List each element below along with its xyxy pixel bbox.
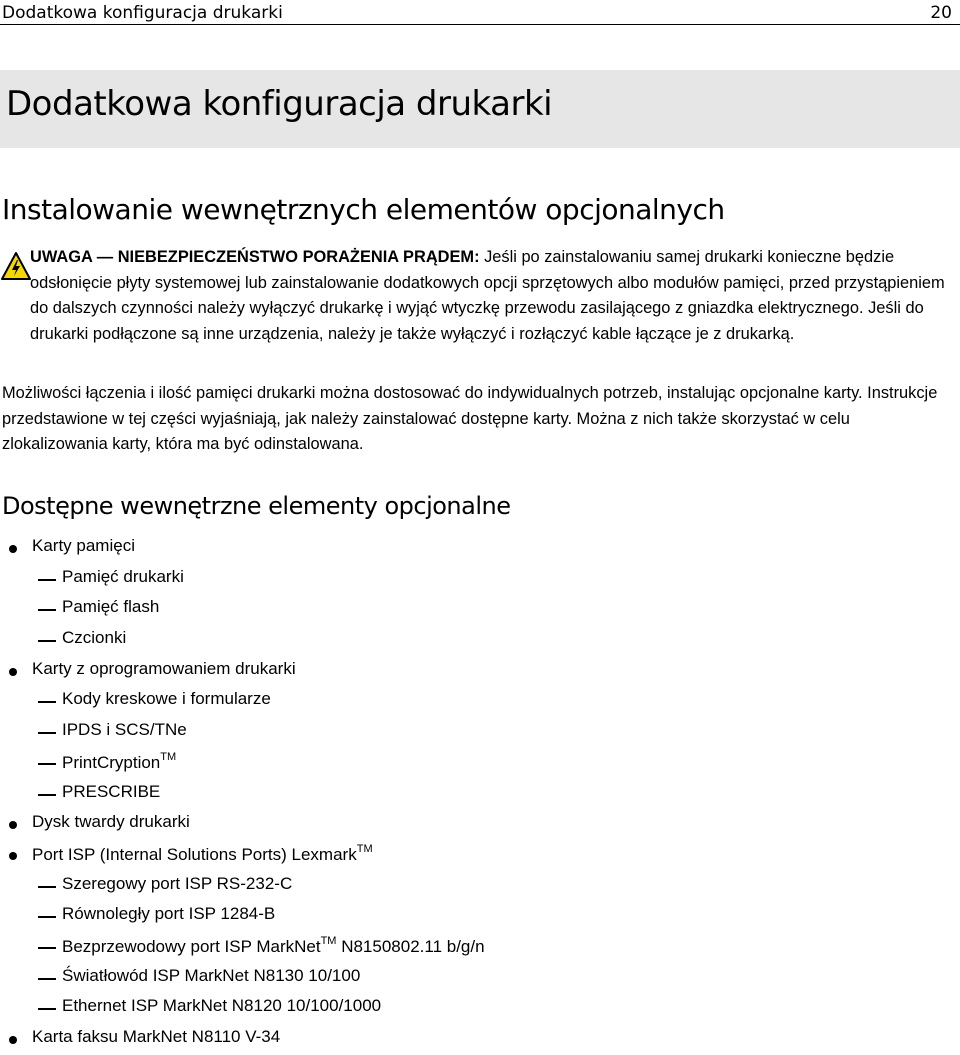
sub-list-item <box>0 594 960 625</box>
trademark-mark: TM <box>356 842 373 855</box>
list-item-text <box>62 935 485 957</box>
sub-list-item <box>0 901 960 932</box>
list-item-label: Karta faksu MarkNet N8110 V-34 <box>32 1027 281 1046</box>
list-item-label: PRESCRIBE <box>62 781 161 801</box>
sub-list-item <box>0 717 960 748</box>
dash-icon <box>38 732 56 734</box>
list-item-text <box>32 1027 280 1047</box>
sub-list-item <box>0 686 960 717</box>
list-item-text <box>62 720 187 740</box>
warning-electric-shock-icon <box>0 251 32 281</box>
list-item-label: IPDS i SCS/TNe <box>62 720 187 740</box>
list-item-label: Ethernet ISP MarkNet N8120 10/100/1000 <box>62 996 382 1016</box>
dash-icon <box>38 916 56 918</box>
dash-icon <box>38 640 56 642</box>
sub-list-item <box>0 963 960 994</box>
list-item-text <box>62 751 176 773</box>
dash-icon <box>38 701 56 703</box>
dash-icon <box>38 1008 56 1010</box>
warning-text <box>30 245 960 347</box>
dash-icon <box>38 947 56 949</box>
sub-list-item <box>0 993 960 1024</box>
list-item-label: Karty z oprogramowaniem drukarki <box>32 658 296 678</box>
list-item-text <box>32 812 190 832</box>
sub-list-item <box>0 932 960 963</box>
sub-list-item <box>0 564 960 595</box>
list-item-label: Równoległy port ISP 1284-B <box>62 904 276 924</box>
dash-icon <box>38 886 56 888</box>
trademark-mark: TM <box>320 934 337 947</box>
trademark-mark: TM <box>160 750 177 763</box>
sub-list-item <box>0 625 960 656</box>
dash-icon <box>38 794 56 796</box>
warning-label: UWAGA — NIEBEZPIECZEŃSTWO PORAŻENIA PRĄDEM: <box>30 248 480 266</box>
header-title: Dodatkowa konfiguracja drukarki <box>2 3 283 23</box>
sub-list-item <box>0 871 960 902</box>
list-item-text <box>62 689 271 709</box>
list-item-label: Karty pamięci <box>32 536 135 555</box>
sub-list-item <box>0 779 960 810</box>
dash-icon <box>38 978 56 980</box>
sub-list-item <box>0 748 960 779</box>
section-heading-install: Instalowanie wewnętrznych elementów opcjonalnych <box>2 193 725 226</box>
section-heading-options: Dostępne wewnętrzne elementy opcjonalne <box>2 492 511 520</box>
warning-body: Jeśli po zainstalowaniu samej drukarki konieczne będzie odsłonięcie płyty systemowej lub zainstalowanie dodatkowych opcji sprzętowych albo modułów pamięci, przed przystąpieniem do dalszych czynności należy wyłączyć drukarkę i wyjąć wtyczkę przewodu zasilającego z gniazdka elektrycznego. Jeśli do drukarki podłączone są inne urządzenia, należy je także wyłączyć i rozłączyć kable łączące je z drukarką. <box>30 248 945 343</box>
list-item <box>0 809 960 840</box>
page-title: Dodatkowa konfiguracja drukarki <box>6 84 553 124</box>
list-item <box>0 656 960 687</box>
dash-icon <box>38 579 56 581</box>
header-rule <box>0 24 960 25</box>
title-band <box>0 70 960 148</box>
dash-icon <box>38 609 56 611</box>
warning-block <box>0 245 960 347</box>
list-item-label: Szeregowy port ISP RS-232-C <box>62 873 293 893</box>
list-item-label: PrintCryption <box>62 752 161 772</box>
bullet-icon <box>9 852 17 860</box>
list-item <box>0 840 960 871</box>
list-item-text <box>62 597 159 617</box>
page-number: 20 <box>930 3 952 23</box>
list-item-text <box>62 628 126 648</box>
list-item-label: Pamięć flash <box>62 597 160 617</box>
list-item-suffix: N8150802.11 b/g/n <box>336 936 485 956</box>
list-item-text <box>32 536 135 556</box>
bullet-icon <box>9 821 17 829</box>
list-item-text <box>62 874 292 894</box>
list-item-text <box>62 996 381 1016</box>
list-item-text <box>62 966 360 986</box>
list-item <box>0 533 960 564</box>
dash-icon <box>38 763 56 765</box>
list-item-text <box>62 904 275 924</box>
list-item-label: Pamięć drukarki <box>62 566 184 586</box>
list-item-label: Dysk twardy drukarki <box>32 812 190 832</box>
list-item-text <box>32 843 373 865</box>
intro-paragraph: Możliwości łączenia i ilość pamięci drukarki można dostosować do indywidualnych potrzeb, instalując opcjonalne karty. Instrukcje przedstawione w tej części wyjaśniają, jak należy zainstalować dostępne karty. Można z nich także skorzystać w celu zlokalizowania karty, która ma być odinstalowana. <box>2 384 938 454</box>
options-list <box>0 533 960 1055</box>
list-item-text <box>62 782 160 802</box>
list-item-label: Bezprzewodowy port ISP MarkNet <box>62 936 321 956</box>
bullet-icon <box>9 545 17 553</box>
list-item <box>0 1024 960 1055</box>
list-item-text <box>62 567 184 587</box>
list-item-label: Kody kreskowe i formularze <box>62 689 271 709</box>
list-item-text <box>32 659 296 679</box>
list-item-label: Port ISP (Internal Solutions Ports) Lexmark <box>32 844 357 864</box>
page-header <box>0 0 960 36</box>
list-item-label: Światłowód ISP MarkNet N8130 10/100 <box>62 965 361 985</box>
bullet-icon <box>9 668 17 676</box>
list-item-label: Czcionki <box>62 628 127 648</box>
